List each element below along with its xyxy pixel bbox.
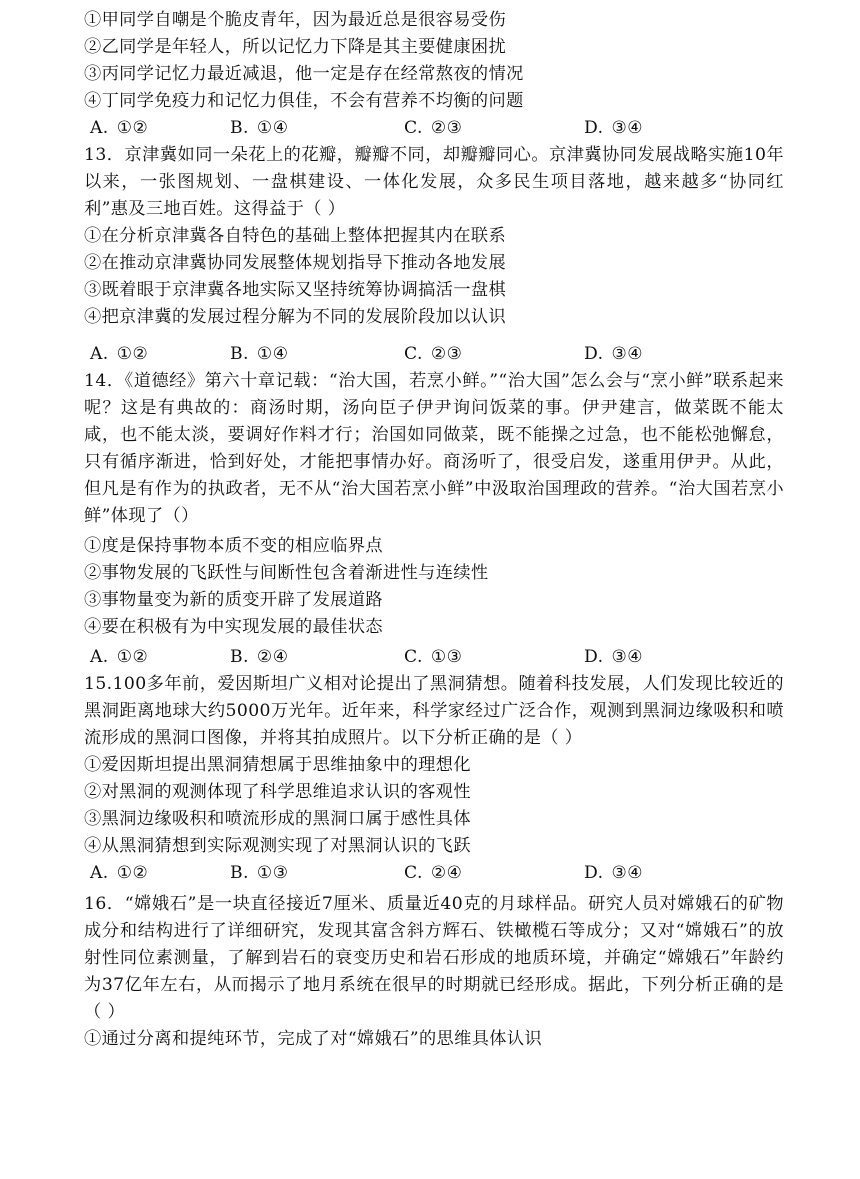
q12-item-3: ③丙同学记忆力最近减退，他一定是存在经常熬夜的情况 [84, 64, 524, 84]
q14-item-1: ①度是保持事物本质不变的相应临界点 [84, 536, 383, 556]
q14-item-3: ③事物量变为新的质变开辟了发展道路 [84, 590, 383, 610]
q13-option-d: D. ③④ [584, 344, 644, 364]
q14-option-a: A. ①② [90, 647, 149, 667]
q15-item-1: ①爱因斯坦提出黑洞猜想属于思维抽象中的理想化 [84, 755, 471, 775]
question-12 [84, 0, 784, 142]
q14-option-d: D. ③④ [584, 647, 644, 667]
q14-options [84, 644, 784, 671]
q14-option-b: B. ②④ [230, 647, 289, 667]
q13-option-b: B. ①④ [230, 344, 289, 364]
q13-item-1: ①在分析京津冀各自特色的基础上整体把握其内在联系 [84, 226, 507, 246]
q12-item-1: ①甲同学自嘲是个脆皮青年，因为最近总是很容易受伤 [84, 10, 507, 30]
q13-item-2: ②在推动京津冀协同发展整体规划指导下推动各地发展 [84, 253, 507, 273]
question-16 [84, 887, 784, 1053]
q12-option-b: B. ①④ [230, 118, 289, 138]
q15-option-a: A. ①② [90, 863, 149, 883]
q16-stem: 16．“嫦娥石”是一块直径接近7厘米、质量近40克的月球样品。研究人员对嫦娥石的矿物成分和结构进行了详细研究，发现其富含斜方辉石、铁橄榄石等成分；又对“嫦娥石”的放射性同位素测量，了解到岩石的衰变历史和岩石形成的地质环境，并确定“嫦娥石”年龄约为37亿年左右，从而揭示了地月系统在很早的时期就已经形成。据此，下列分析正确的是（ ） [84, 894, 784, 1022]
q13-item-3: ③既着眼于京津冀各地实际又坚持统筹协调搞活一盘棋 [84, 280, 507, 300]
q13-option-a: A. ①② [90, 344, 149, 364]
q12-option-d: D. ③④ [584, 118, 644, 138]
q13-stem: 13．京津冀如同一朵花上的花瓣，瓣瓣不同，却瓣瓣同心。京津冀协同发展战略实施10年以来，一张图规划、一盘棋建设、一体化发展，众多民生项目落地，越来越多“协同红利”惠及三地百姓。这得益于（ ） [84, 145, 784, 219]
q15-option-b: B. ①③ [230, 863, 289, 883]
q12-option-a: A. ①② [90, 118, 149, 138]
q12-option-c: C. ②③ [404, 118, 463, 138]
q15-item-4: ④从黑洞猜想到实际观测实现了对黑洞认识的飞跃 [84, 836, 471, 856]
question-15 [84, 671, 784, 887]
q15-option-d: D. ③④ [584, 863, 644, 883]
q13-item-4: ④把京津冀的发展过程分解为不同的发展阶段加以认识 [84, 307, 507, 327]
q13-option-c: C. ②③ [404, 344, 463, 364]
q14-item-4: ④要在积极有为中实现发展的最佳状态 [84, 617, 383, 637]
q15-option-c: C. ②④ [404, 863, 463, 883]
q15-stem: 15.100多年前，爱因斯坦广义相对论提出了黑洞猜想。随着科技发展，人们发现比较近的黑洞距离地球大约5000万光年。近年来，科学家经过广泛合作，观测到黑洞边缘吸积和喷流形成的黑洞口图像，并将其拍成照片。以下分析正确的是（ ） [84, 674, 784, 748]
question-13 [84, 142, 784, 368]
q16-item-1: ①通过分离和提纯环节，完成了对“嫦娥石”的思维具体认识 [84, 1029, 543, 1049]
q14-item-2: ②事物发展的飞跃性与间断性包含着渐进性与连续性 [84, 563, 489, 583]
q13-options [84, 341, 784, 368]
q12-item-4: ④丁同学免疫力和记忆力俱佳，不会有营养不均衡的问题 [84, 91, 524, 111]
q15-options [84, 860, 784, 887]
q15-item-3: ③黑洞边缘吸积和喷流形成的黑洞口属于感性具体 [84, 809, 471, 829]
exam-page [84, 0, 784, 1053]
q14-stem: 14．《道德经》第六十章记载：“治大国，若烹小鲜。”“治大国”怎么会与“烹小鲜”联系起来呢？这是有典故的：商汤时期，汤向臣子伊尹询问饭菜的事。伊尹建言，做菜既不能太咸，也不能太淡，要调好作料才行；治国如同做菜，既不能操之过急，也不能松弛懈怠，只有循序渐进，恰到好处，才能把事情办好。商汤听了，很受启发，遂重用伊尹。从此，但凡是有作为的执政者，无不从“治大国若烹小鲜”中汲取治国理政的营养。“治大国若烹小鲜”体现了（） [84, 371, 784, 526]
q14-option-c: C. ①③ [404, 647, 463, 667]
question-14 [84, 368, 784, 671]
q12-item-2: ②乙同学是年轻人，所以记忆力下降是其主要健康困扰 [84, 37, 507, 57]
q12-options [84, 115, 784, 142]
q15-item-2: ②对黑洞的观测体现了科学思维追求认识的客观性 [84, 782, 471, 802]
